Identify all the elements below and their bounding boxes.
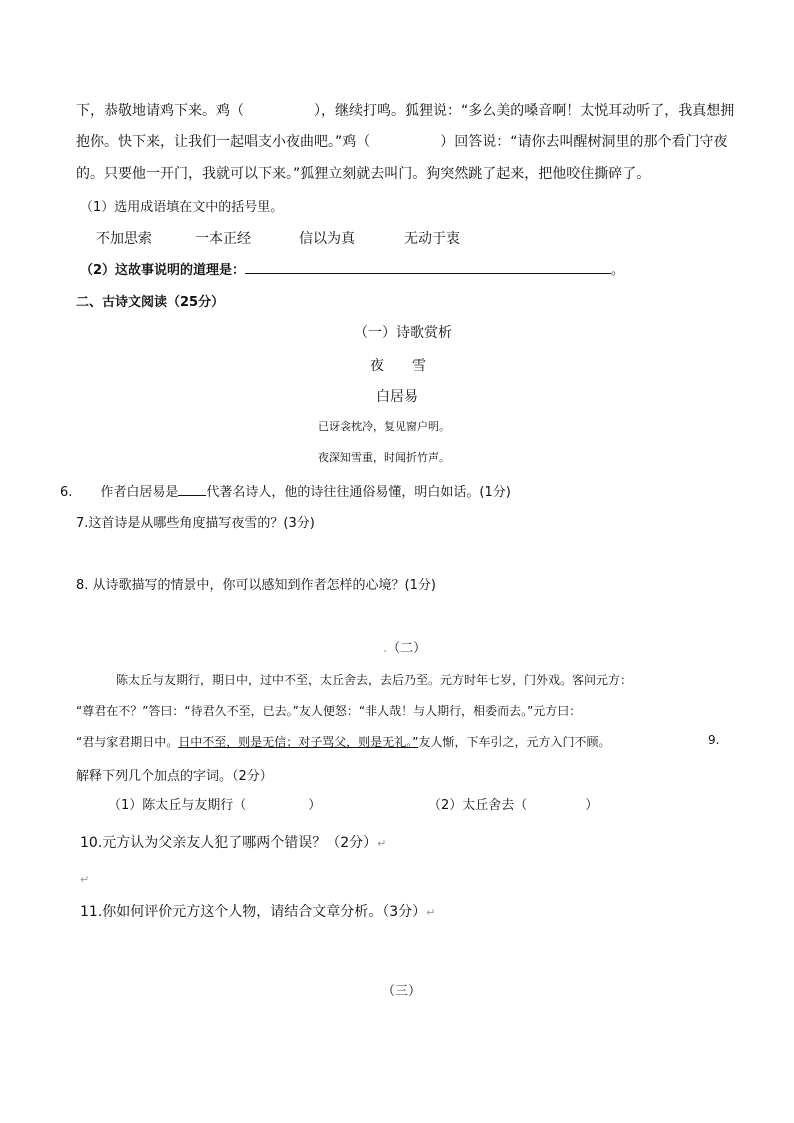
question-7: 7.这首诗是从哪些角度描写夜雪的？(3分) (76, 516, 315, 531)
question-11 (80, 901, 435, 921)
poem-line-2: 夜深知雪重，时闻折竹声。 (318, 451, 450, 464)
question-9-item-2-end: ） (585, 798, 599, 813)
story-line-2-a: 抱你。快下来，让我们一起唱支小夜曲吧。”鸡（ (76, 134, 371, 150)
idiom-option-3: 信以为真 (299, 231, 355, 247)
empty-paragraph (80, 868, 89, 887)
question-9-item-1 (108, 794, 321, 813)
question-6-number: 6. (60, 485, 73, 500)
story-line-1-b: ），继续打鸣。狐狸说：“多么美的嗓音啊！太悦耳动听了，我真想拥 (314, 103, 735, 119)
answer-line-2[interactable] (245, 259, 611, 274)
question-9-item-2 (428, 794, 598, 813)
part-3-title: （三） (382, 984, 422, 999)
question-2-end: 。 (611, 263, 625, 278)
question-9-item-1-end: ） (308, 798, 322, 813)
question-9-number: 9. (708, 733, 720, 747)
story-line-1-a: 下，恭敬地请鸡下来。鸡（ (76, 103, 244, 119)
question-6-text-a: 作者白居易是 (100, 485, 179, 500)
return-mark-icon: ↵ (80, 873, 90, 886)
idiom-option-2: 一本正经 (195, 231, 251, 247)
question-9: 解释下列几个加点的字词。（2分） (76, 769, 273, 784)
return-mark-icon: ↵ (426, 906, 436, 919)
story-line-1 (76, 100, 734, 120)
question-9-item-2-text: （2）太丘舍去（ (428, 798, 528, 813)
question-2-label: （2）这故事说明的道理是： (80, 263, 246, 278)
poem-title: 夜 雪 (370, 358, 426, 374)
question-1: （1）选用成语填在文中的括号里。 (80, 200, 284, 215)
story-line-3: 的。只要他一开门，我就可以下来。”狐狸立刻就去叫门。狗突然跳了起来，把他咬住撕碎了。 (76, 166, 651, 182)
poem-author: 白居易 (376, 389, 418, 405)
answer-blank-6[interactable] (178, 483, 206, 496)
section-2-title: 二、古诗文阅读（25分） (76, 295, 225, 310)
question-6-text-b: 代著名诗人，他的诗往往通俗易懂，明白如话。(1分) (206, 485, 511, 500)
poem-line-1: 已讶衾枕冷，复见窗户明。 (318, 420, 450, 433)
part-2-title (383, 637, 426, 656)
question-11-text: 11.你如何评价元方这个人物，请结合文章分析。（3分） (80, 904, 427, 920)
story-line-2 (76, 131, 728, 151)
classical-line-3-b: 友人惭，下车引之，元方入门不顾。 (418, 735, 611, 749)
underlined-sentence: 日中不至，则是无信；对子骂父，则是无礼。” (178, 735, 419, 749)
question-2 (80, 259, 624, 278)
story-line-2-b: ）回答说：“请你去叫醒树洞里的那个看门守夜 (440, 134, 728, 150)
question-6 (60, 481, 511, 500)
question-10-text: 10.元方认为父亲友人犯了哪两个错误？（2分） (80, 835, 378, 851)
poetry-section-title: （一）诗歌赏析 (354, 325, 452, 341)
classical-line-3-a: “君与家君期日中。 (76, 735, 179, 749)
classical-paragraph-line-1: 陈太丘与友期行，期日中，过中不至，太丘舍去，去后乃至。元方时年七岁，门外戏。客问元方： (116, 673, 633, 687)
question-9-item-1-text: （1）陈太丘与友期行（ (108, 798, 247, 813)
part-2-title-text: （二） (387, 641, 427, 656)
question-10 (80, 832, 386, 852)
idiom-option-1: 不加思索 (96, 231, 152, 247)
part-2-title-dot: . (383, 641, 388, 656)
classical-paragraph-line-3 (76, 733, 610, 750)
idiom-option-4: 无动于衷 (404, 231, 460, 247)
classical-paragraph-line-2: “尊君在不？”答曰：“待君久不至，已去。”友人便怒：“非人哉！与人期行，相委而去。”元方曰： (76, 704, 582, 718)
question-8: 8. 从诗歌描写的情景中，你可以感知到作者怎样的心境？(1分) (76, 578, 436, 593)
return-mark-icon: ↵ (377, 837, 387, 850)
